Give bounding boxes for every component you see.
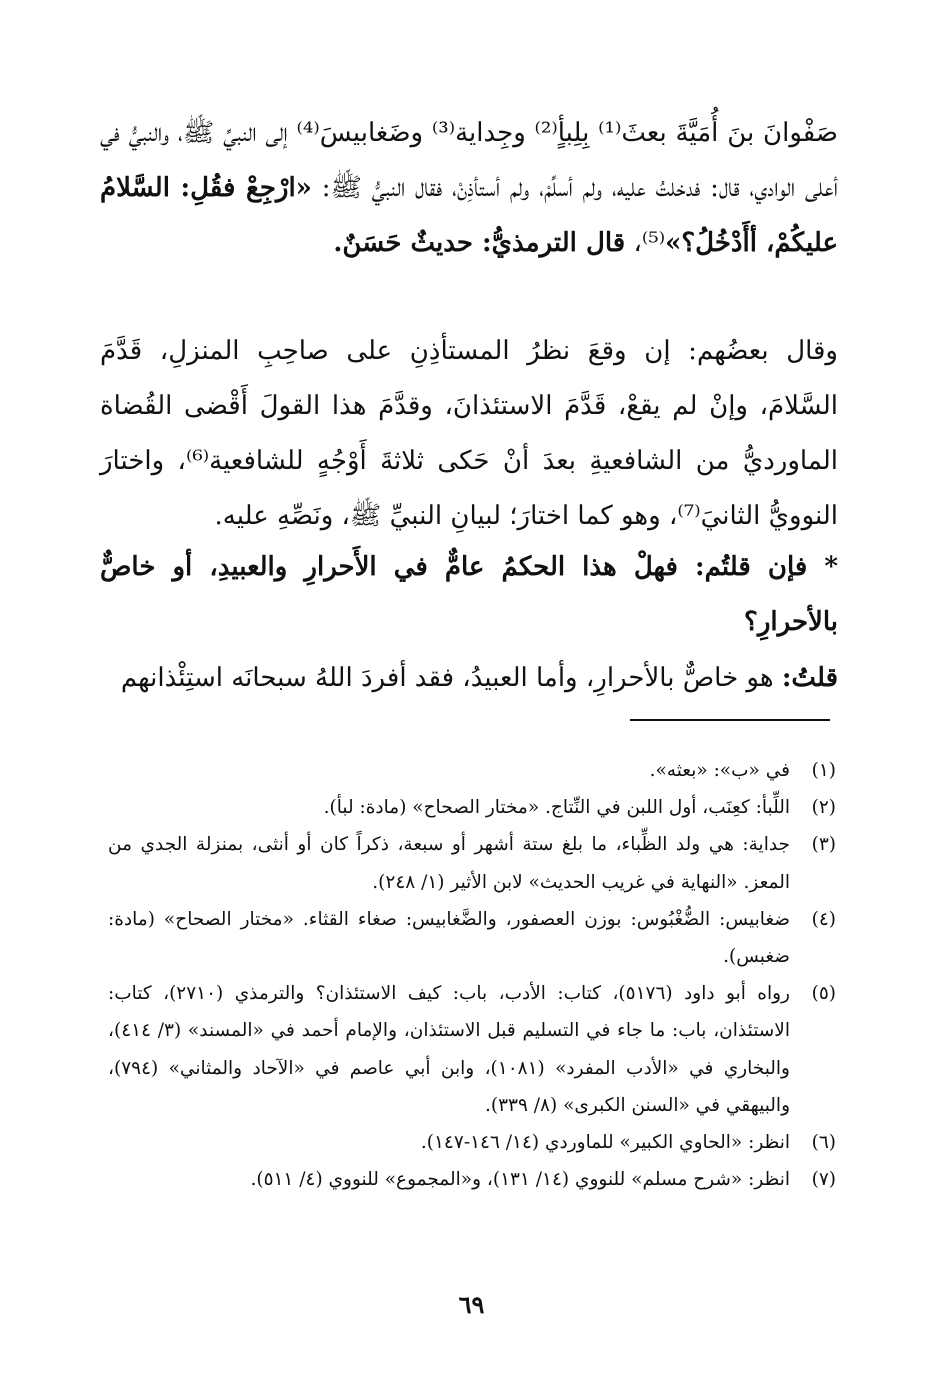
footnotes	[108, 752, 836, 1198]
footnote-text: انظر: «الحاوي الكبير» للماوردي (١٤/ ١٤٦-١٤٧).	[420, 1132, 790, 1154]
footnote	[108, 901, 836, 975]
tirmidhi-grading: قال الترمذيُّ: حديثٌ حَسَنٌ.	[333, 228, 626, 258]
footnote-text: اللِّبأ: كعِنَب، أول اللبن في النِّتاج. «مختار الصحاح» (مادة: لبأ).	[323, 797, 790, 819]
footnote-number: (٣)	[811, 834, 836, 856]
footnote-number: (٥)	[811, 983, 836, 1005]
question-paragraph: * فإن قلتُم: فهلْ هذا الحكمُ عامٌّ في الأَحرارِ والعبيدِ، أو خاصٌّ بالأحرارِ؟	[100, 552, 838, 637]
footnote-number: (٦)	[811, 1132, 836, 1154]
answer-paragraph	[100, 651, 838, 706]
paragraph-opinions: وقال بعضُهم: إن وقعَ نظرُ المستأذِنِ على صاحِبِ المنزلِ، قَدَّمَ السَّلامَ، وإنْ لم يقعْ، قَدَّمَ الاستئذانَ، وقدَّمَ هذا القولَ أَقْضى القُضاة الماورديُّ من الشافعيةِ بعدَ أنْ حَكى ثلاثةَ أَوْجُهٍ للشافعية⁽⁶⁾، واختارَ النوويُّ الثانيَ⁽⁷⁾، وهو كما اختارَ؛ لبيانِ النبيِّ ﷺ، ونَصِّهِ عليه.	[100, 336, 838, 531]
footnote-text: جداية: هي ولد الظِّباء، ما بلغ ستة أشهر أو سبعة، ذكراً كان أو أنثى، بمنزلة الجدي من المعز. «النهاية في غريب الحديث» لابن الأثير (١/ ٢٤٨).	[108, 834, 790, 893]
hadith-text: صَفْوانَ بنَ أُمَيَّةَ بعثَ⁽¹⁾ بِلِبأٍ⁽²⁾ وجِداية⁽³⁾ وضَغابيسَ⁽⁴⁾ إلى النبيِّ ﷺ، والنبيُّ في أعلى الوادي، قال: فدخلتُ عليه، ولم أسلِّمْ، ولم أستأذِنْ، فقال النبيُّ ﷺ:	[100, 118, 838, 203]
answer-text: هو خاصٌّ بالأحرارِ، وأما العبيدُ، فقد أفردَ اللهُ سبحانَه استِئْذانهم	[120, 663, 782, 693]
footnote-divider	[630, 719, 830, 721]
footnote-number: (٢)	[811, 797, 836, 819]
footnote	[108, 789, 836, 826]
footnote	[108, 1124, 836, 1161]
footnote-number: (١)	[811, 760, 836, 781]
footnote-number: (٧)	[811, 1169, 836, 1191]
footnote-ref-5: ⁽⁵⁾،	[625, 228, 666, 258]
footnote-text: في «ب»: «بعثه».	[649, 760, 790, 781]
footnote	[108, 752, 836, 789]
footnote	[108, 1161, 836, 1198]
prophet-quote: «ارْجِعْ فقُلِ: السَّلامُ عليكُمْ، أأَدْخُلُ؟»	[100, 173, 838, 258]
footnote	[108, 826, 836, 900]
footnote-text: ضغابيس: الضُّغْبُوس: بوزن العصفور، والضَّغابيس: صغاء القثاء. «مختار الصحاح» (مادة: ضغبس).	[108, 908, 790, 968]
answer-label: قلتُ:	[781, 663, 838, 693]
footnote-number: (٤)	[811, 908, 836, 930]
footnote-text: رواه أبو داود (٥١٧٦)، كتاب: الأدب، باب: كيف الاستئذان؟ والترمذي (٢٧١٠)، كتاب: الاستئذان، باب: ما جاء في التسليم قبل الاستئذان، والإمام أحمد في «المسند» (٣/ ٤١٤)، والبخاري في «الأدب المفرد» (١٠٨١)، وابن أبي عاصم في «الآحاد والمثاني» (٧٩٤)، والبيهقي في «السنن الكبرى» (٨/ ٣٣٩).	[108, 983, 790, 1116]
page-number: ٦٩	[458, 1290, 485, 1319]
footnote-text: انظر: «شرح مسلم» للنووي (١٤/ ١٣١)، و«المجموع» للنووي (٤/ ٥١١).	[250, 1169, 790, 1191]
paragraph-hadith	[100, 106, 838, 271]
footnote	[108, 975, 836, 1124]
